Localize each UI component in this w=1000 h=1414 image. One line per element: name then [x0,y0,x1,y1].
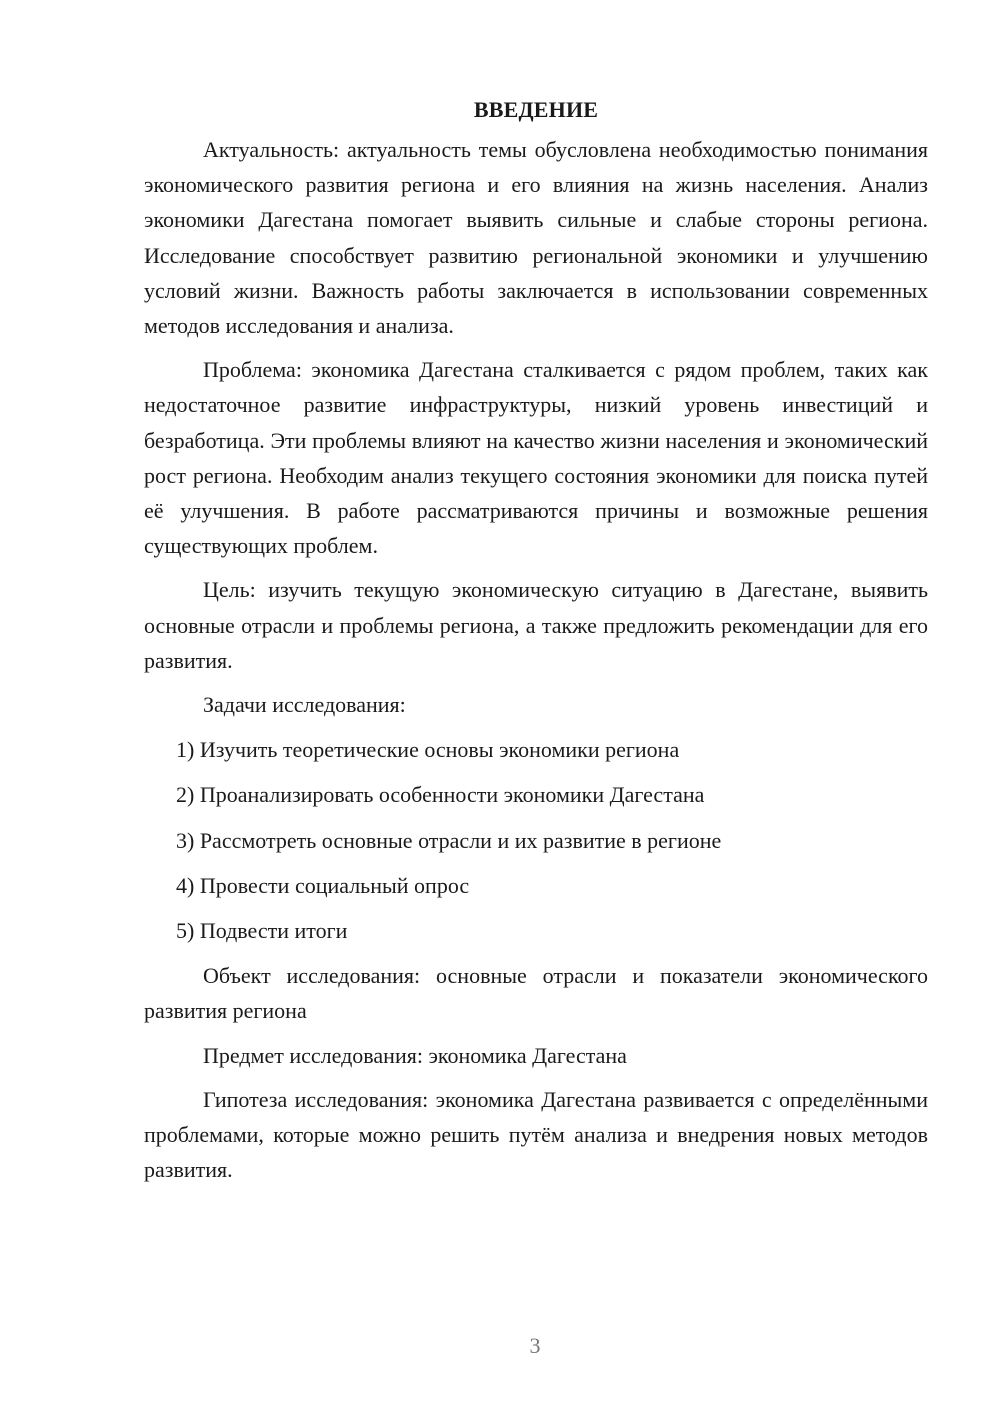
tasks-heading: Задачи исследования: [203,692,406,718]
task-item: 4) Провести социальный опрос [176,872,470,898]
object-paragraph: Объект исследования: основные отрасли и показатели экономического развития региона [144,963,928,1024]
page-number: 3 [529,1333,541,1358]
task-item: 5) Подвести итоги [176,918,348,944]
problem-paragraph: Проблема: экономика Дагестана сталкивается с рядом проблем, таких как недостаточное развитие инфраструктуры, низкий уровень инвестиций и безработица. Эти проблемы влияют на качество жизни населения и экономический рост региона. Необходим анализ текущего состояния экономики для поиска путей её улучшения. В работе рассматриваются причины и возможные решения существующих проблем. [144,357,928,559]
goal-paragraph: Цель: изучить текущую экономическую ситуацию в Дагестане, выявить основные отрасли и проблемы региона, а также предложить рекомендации для его развития. [144,577,928,673]
tasks-list [144,732,928,948]
subject-paragraph: Предмет исследования: экономика Дагестана [203,1042,627,1068]
task-item: 1) Изучить теоретические основы экономики региона [176,737,680,763]
hypothesis-paragraph: Гипотеза исследования: экономика Дагестана развивается с определёнными проблемами, которые можно решить путём анализа и внедрения новых методов развития. [144,1086,928,1183]
relevance-paragraph: Актуальность: актуальность темы обусловлена необходимостью понимания экономического развития региона и его влияния на жизнь населения. Анализ экономики Дагестана помогает выявить сильные и слабые стороны региона. Исследование способствует развитию региональной экономики и улучшению условий жизни. Важность работы заключается в использовании современных методов исследования и анализа. [144,137,928,339]
task-item: 3) Рассмотреть основные отрасли и их развитие в регионе [176,827,722,853]
task-item: 2) Проанализировать особенности экономики Дагестана [176,782,705,808]
document-page [144,92,928,1196]
document-title: ВВЕДЕНИЕ [473,97,599,122]
